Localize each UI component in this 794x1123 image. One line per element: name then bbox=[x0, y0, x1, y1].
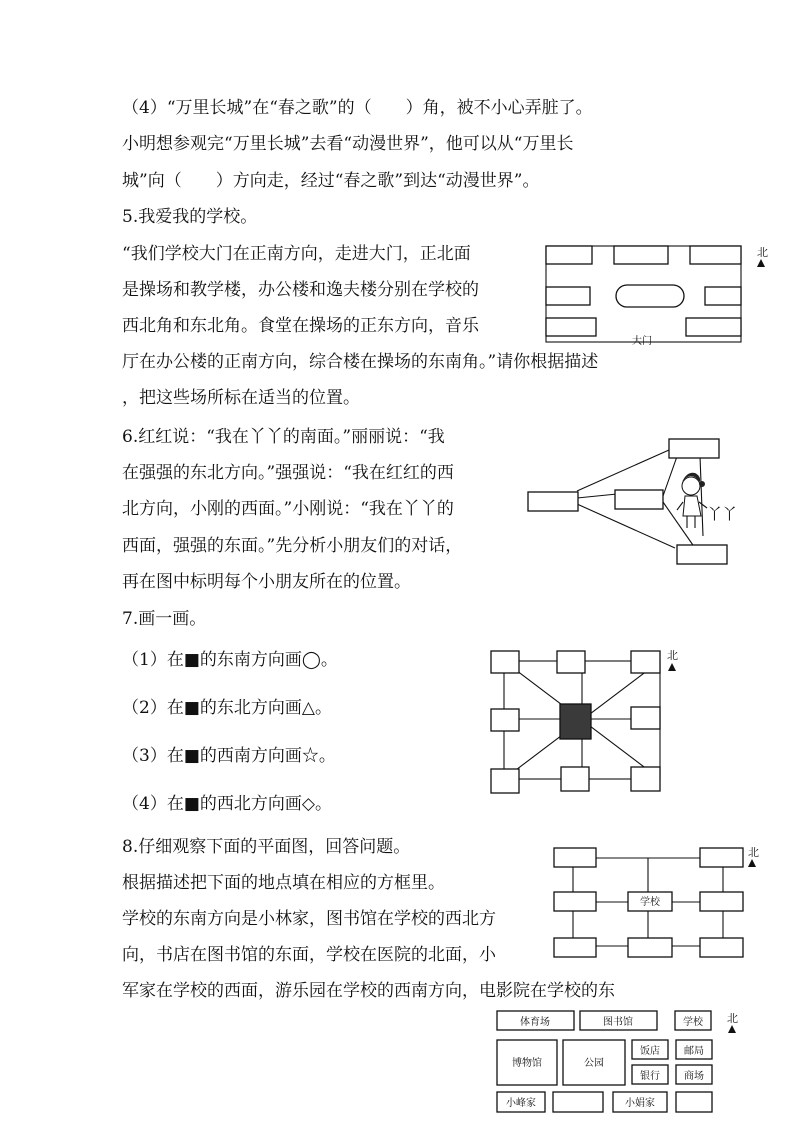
map8-box-s bbox=[628, 938, 672, 957]
grid-box-e bbox=[631, 707, 660, 729]
map8-box-ne bbox=[700, 848, 743, 867]
grid-box-n bbox=[557, 651, 585, 673]
q7-item-4: （4）在■的西北方向画◇。 bbox=[122, 794, 332, 814]
q4-line-1: （4）“万里长城”在“春之歌”的（ ）角，被不小心弄脏了。 bbox=[122, 98, 593, 118]
school-slot-nw bbox=[546, 246, 592, 264]
xuexiao-label: 学校 bbox=[683, 1017, 703, 1028]
q5-line-3: 西北角和东北角。食堂在操场的正东方向，音乐 bbox=[122, 316, 479, 336]
map8-box-sw bbox=[554, 938, 596, 957]
youju-label: 邮局 bbox=[684, 1046, 704, 1057]
q5-line-4: 厅在办公楼的正南方向，综合楼在操场的东南角。”请你根据描述 bbox=[122, 352, 599, 372]
q8-line-4: 军家在学校的西面，游乐园在学校的西南方向，电影院在学校的东 bbox=[122, 981, 615, 1001]
shangchang-label: 商场 bbox=[684, 1071, 704, 1082]
q7-item-3: （3）在■的西南方向画☆。 bbox=[122, 746, 336, 766]
tushuguan-label: 图书馆 bbox=[603, 1017, 633, 1028]
school-slot-se bbox=[686, 318, 741, 336]
position-box-west bbox=[528, 492, 578, 511]
center-black-square bbox=[560, 704, 591, 739]
q5-line-1: “我们学校大门在正南方向，走进大门，正北面 bbox=[122, 244, 471, 264]
position-box-north bbox=[669, 439, 719, 458]
map8-box-se bbox=[700, 938, 743, 957]
xiaogangjia-label: 小娟家 bbox=[625, 1098, 655, 1109]
q6-line-5: 再在图中标明每个小朋友所在的位置。 bbox=[122, 572, 411, 592]
north-label: 北 bbox=[748, 846, 759, 859]
q4-line-3: 城”向（ ）方向走，经过“春之歌”到达“动漫世界”。 bbox=[122, 171, 540, 191]
q6-line-1: 6.红红说：“我在丫丫的南面。”丽丽说：“我 bbox=[122, 427, 445, 447]
grid-box-w bbox=[491, 709, 519, 731]
school-slot-w bbox=[546, 287, 590, 305]
q5-title: 5.我爱我的学校。 bbox=[122, 207, 258, 227]
q7-item-2: （2）在■的东北方向画△。 bbox=[122, 698, 332, 718]
gate-label: 大门 bbox=[632, 336, 652, 347]
school-slot-ne bbox=[690, 246, 741, 264]
grid-box-nw bbox=[491, 651, 519, 673]
yinhang-label: 银行 bbox=[640, 1071, 660, 1082]
school-slot-e bbox=[705, 287, 741, 305]
q5-line-5: ，把这些场所标在适当的位置。 bbox=[122, 388, 360, 408]
q7-item-1: （1）在■的东南方向画◯。 bbox=[122, 650, 338, 670]
gongyuan-label: 公园 bbox=[584, 1058, 604, 1069]
school-slot-sw bbox=[546, 318, 596, 336]
map8-box-nw bbox=[554, 848, 596, 867]
q6-line-4: 西面，强强的东面。”先分析小朋友们的对话， bbox=[122, 536, 463, 556]
north-arrow-icon bbox=[757, 259, 765, 267]
north-label: 北 bbox=[727, 1012, 738, 1025]
map8-box-w bbox=[554, 892, 596, 911]
playground-oval bbox=[616, 285, 684, 307]
q4-line-2: 小明想参观完“万里长城”去看“动漫世界”，他可以从“万里长 bbox=[122, 134, 574, 154]
q8-line-1: 根据描述把下面的地点填在相应的方框里。 bbox=[122, 873, 445, 893]
map-blank-box-1 bbox=[553, 1092, 603, 1112]
xiaofengjia-label: 小峰家 bbox=[506, 1098, 536, 1109]
grid-box-sw bbox=[491, 769, 519, 793]
q8-line-2: 学校的东南方向是小林家，图书馆在学校的西北方 bbox=[122, 909, 496, 929]
map8-box-e bbox=[700, 892, 743, 911]
grid-box-s bbox=[561, 767, 589, 791]
north-label: 北 bbox=[667, 649, 678, 662]
position-box-south bbox=[677, 545, 727, 564]
north-label: 北 bbox=[757, 246, 768, 259]
grid-box-ne bbox=[631, 651, 660, 673]
q5-line-2: 是操场和教学楼，办公楼和逸夫楼分别在学校的 bbox=[122, 280, 479, 300]
q8-line-3: 向，书店在图书馆的东面，学校在医院的北面，小 bbox=[122, 945, 496, 965]
school-layout-diagram bbox=[540, 240, 770, 350]
map-blank-box-2 bbox=[676, 1092, 712, 1112]
yaya-label: 丫丫 bbox=[707, 505, 738, 523]
north-arrow-icon bbox=[668, 663, 676, 671]
children-position-diagram bbox=[525, 436, 765, 576]
q7-title: 7.画一画。 bbox=[122, 609, 207, 629]
school-slot-n bbox=[614, 246, 668, 264]
fandian-label: 饭店 bbox=[640, 1046, 660, 1057]
position-box-center bbox=[615, 490, 663, 509]
north-arrow-icon bbox=[728, 1025, 736, 1033]
tiyuchang-label: 体育场 bbox=[520, 1017, 550, 1028]
q6-line-2: 在强强的东北方向。”强强说：“我在红红的西 bbox=[122, 463, 454, 483]
direction-grid-diagram bbox=[485, 645, 695, 800]
city-map bbox=[495, 1008, 750, 1118]
bowuguan-label: 博物馆 bbox=[512, 1058, 542, 1069]
school-map-diagram bbox=[548, 842, 773, 967]
q8-title: 8.仔细观察下面的平面图，回答问题。 bbox=[122, 837, 411, 857]
q6-line-3: 北方向，小刚的西面。”小刚说：“我在丫丫的 bbox=[122, 499, 454, 519]
school-label: 学校 bbox=[640, 897, 660, 908]
north-arrow-icon bbox=[748, 859, 756, 867]
grid-box-se bbox=[631, 767, 660, 791]
